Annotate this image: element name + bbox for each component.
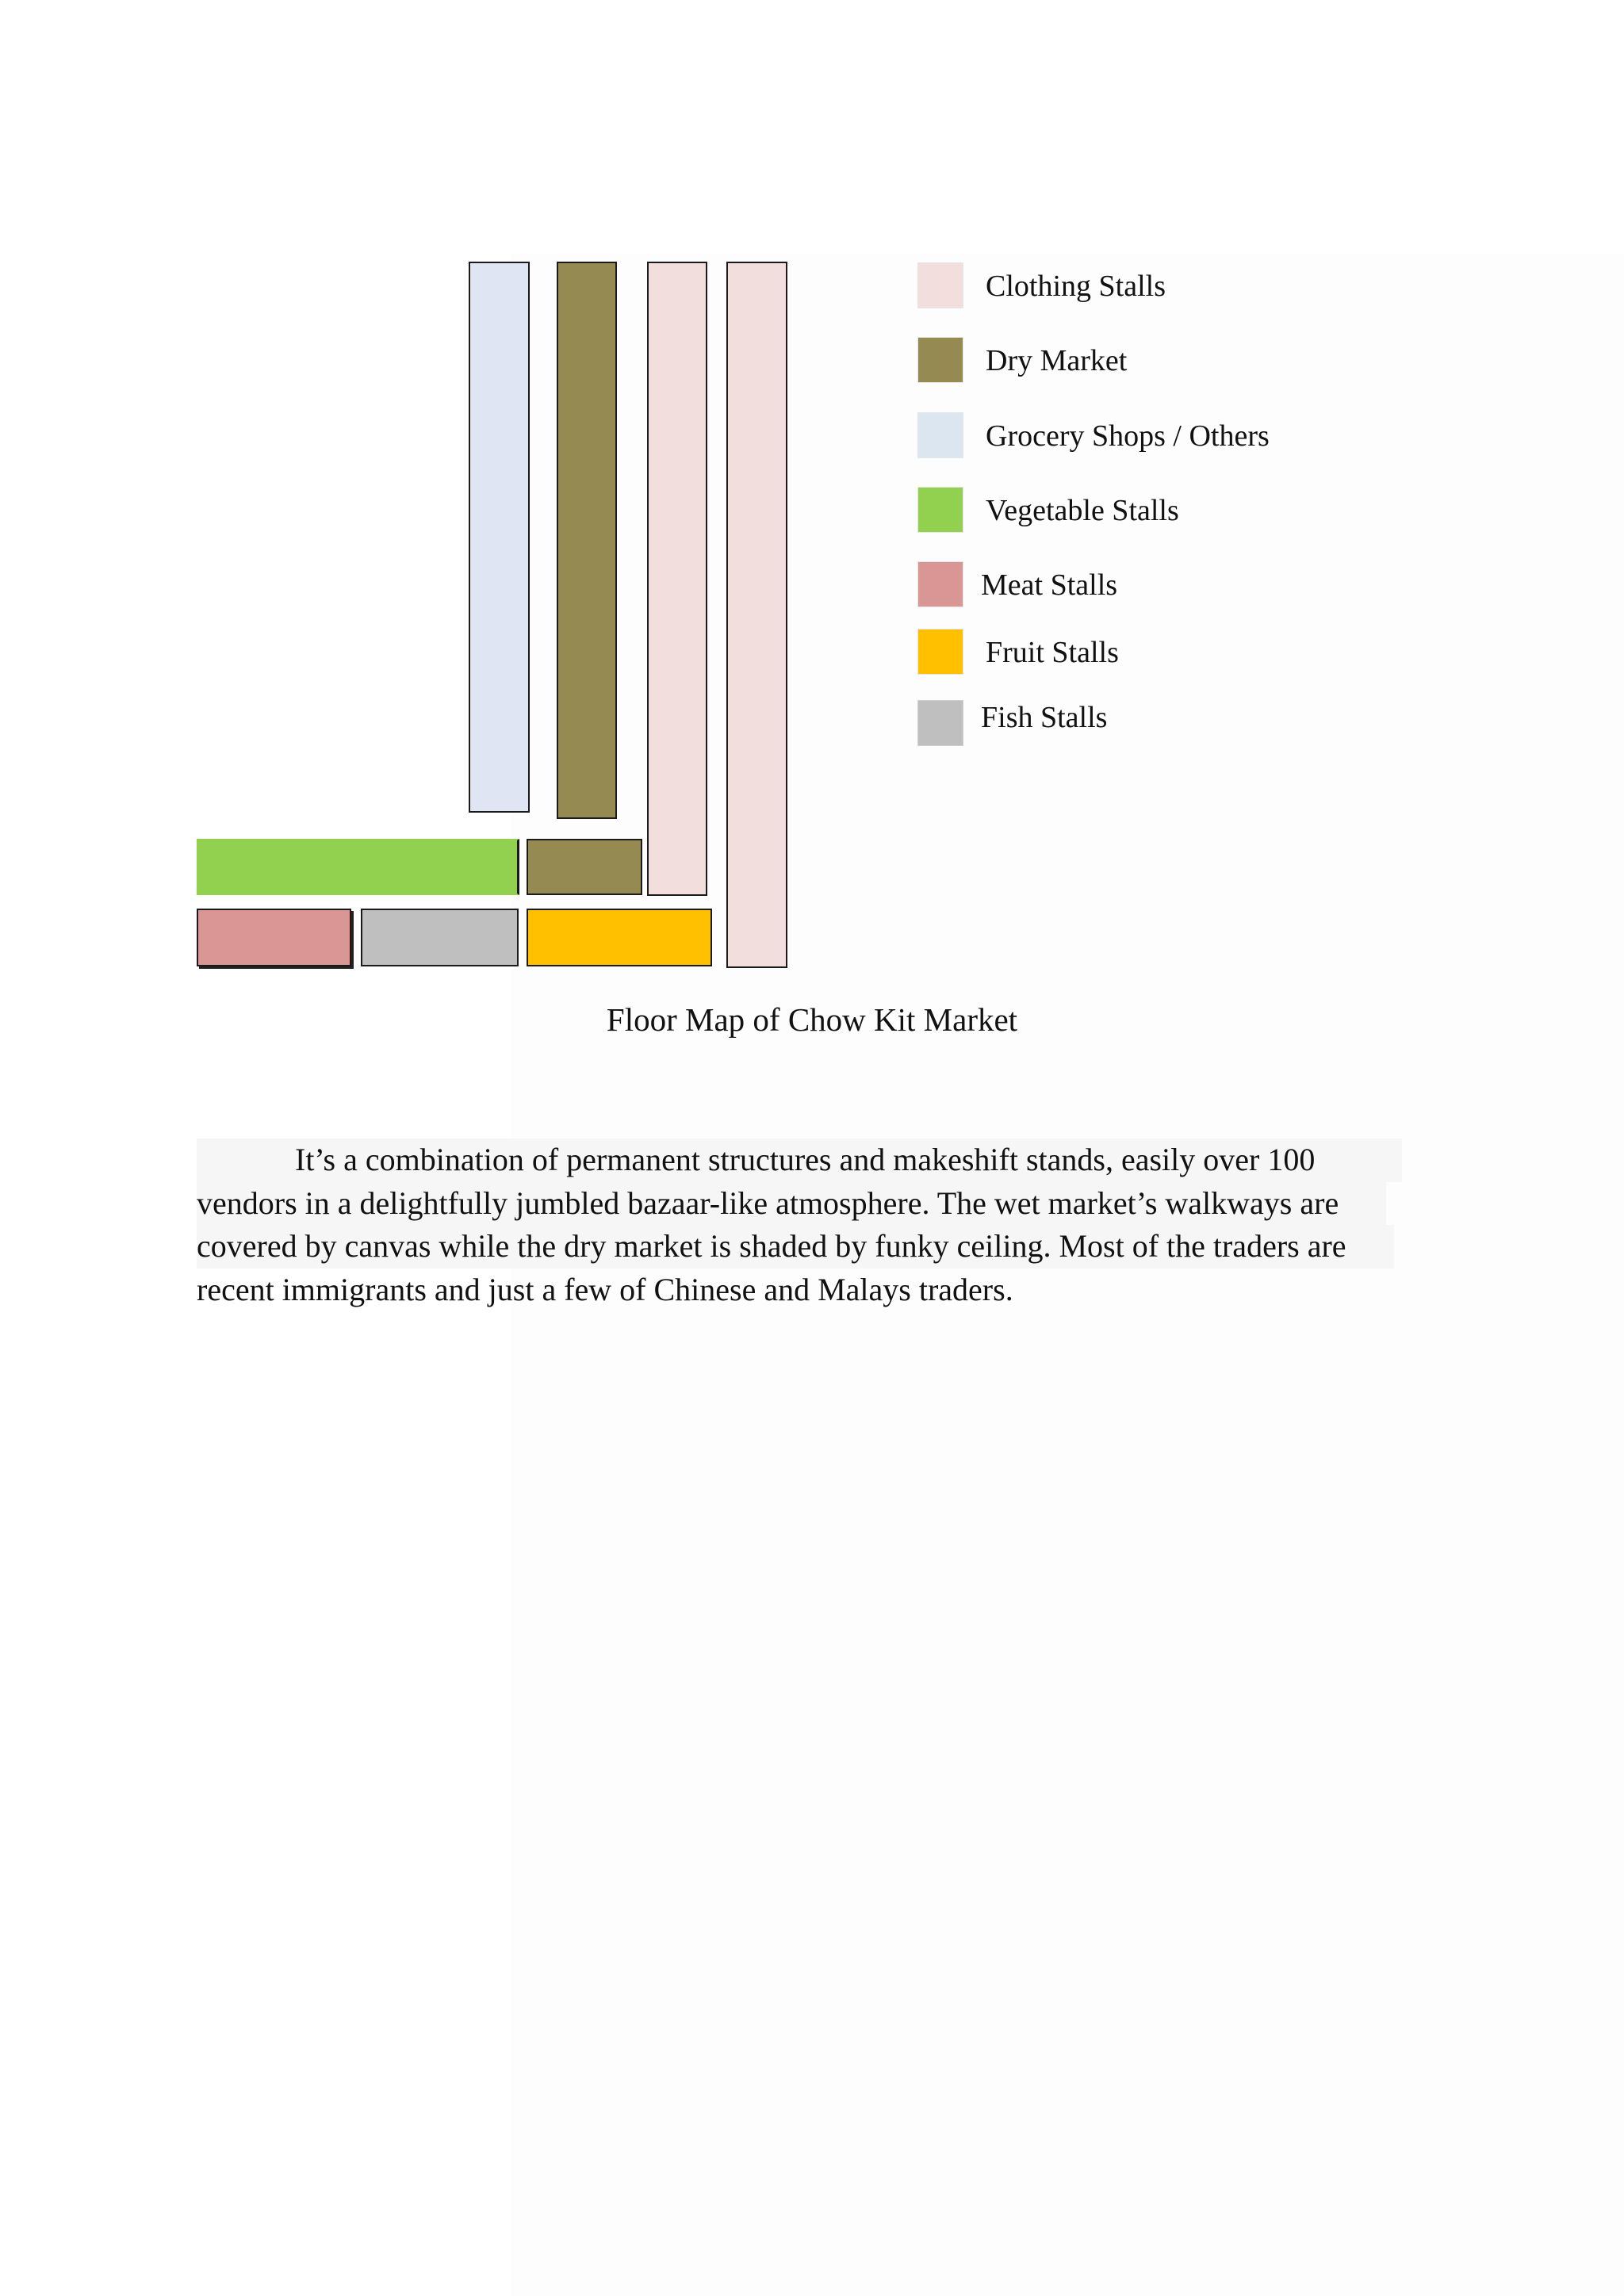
legend-item-grocery bbox=[917, 412, 1393, 458]
dry-market-zone-small bbox=[527, 839, 642, 895]
paragraph-line-2: vendors in a delightfully jumbled bazaar-like atmosphere. The wet market’s walkways are bbox=[197, 1182, 1386, 1226]
clothing-zone-right bbox=[726, 262, 787, 968]
grocery-zone bbox=[469, 262, 530, 813]
legend-swatch-clothing bbox=[917, 262, 963, 308]
fish-zone bbox=[361, 909, 519, 966]
legend-swatch-meat bbox=[917, 561, 963, 607]
legend-swatch-grocery bbox=[917, 412, 963, 458]
vegetable-zone bbox=[197, 839, 519, 895]
legend-label-fish: Fish Stalls bbox=[981, 701, 1108, 734]
legend-swatch-vegetable bbox=[917, 487, 963, 533]
legend-label-clothing: Clothing Stalls bbox=[986, 270, 1166, 303]
legend-item-clothing bbox=[917, 262, 1393, 308]
legend-swatch-dry-market bbox=[917, 337, 963, 383]
paragraph-line-4: recent immigrants and just a few of Chinese and Malays traders. bbox=[197, 1271, 1013, 1307]
figure-caption: Floor Map of Chow Kit Market bbox=[606, 1001, 1018, 1038]
paragraph-line-1: It’s a combination of permanent structures and makeshift stands, easily over 100 bbox=[197, 1138, 1402, 1182]
legend-item-fish bbox=[917, 700, 1393, 746]
legend-label-meat: Meat Stalls bbox=[981, 568, 1118, 602]
legend-item-meat bbox=[917, 561, 1393, 607]
legend-swatch-fish bbox=[917, 700, 963, 746]
legend-label-dry-market: Dry Market bbox=[986, 344, 1128, 377]
legend-swatch-fruit bbox=[917, 629, 963, 675]
paragraph-line-3: covered by canvas while the dry market is shaded by funky ceiling. Most of the traders are bbox=[197, 1225, 1394, 1269]
dry-market-zone-tall bbox=[557, 262, 617, 819]
legend-item-vegetable bbox=[917, 487, 1393, 533]
clothing-zone-left bbox=[647, 262, 707, 896]
legend-label-fruit: Fruit Stalls bbox=[986, 636, 1119, 669]
fruit-zone bbox=[527, 909, 712, 966]
body-paragraph bbox=[197, 1138, 1402, 1311]
legend-label-vegetable: Vegetable Stalls bbox=[986, 494, 1179, 527]
meat-zone bbox=[197, 909, 351, 966]
legend-item-dry-market bbox=[917, 337, 1393, 383]
legend-item-fruit bbox=[917, 629, 1393, 675]
legend-label-grocery: Grocery Shops / Others bbox=[986, 419, 1270, 453]
